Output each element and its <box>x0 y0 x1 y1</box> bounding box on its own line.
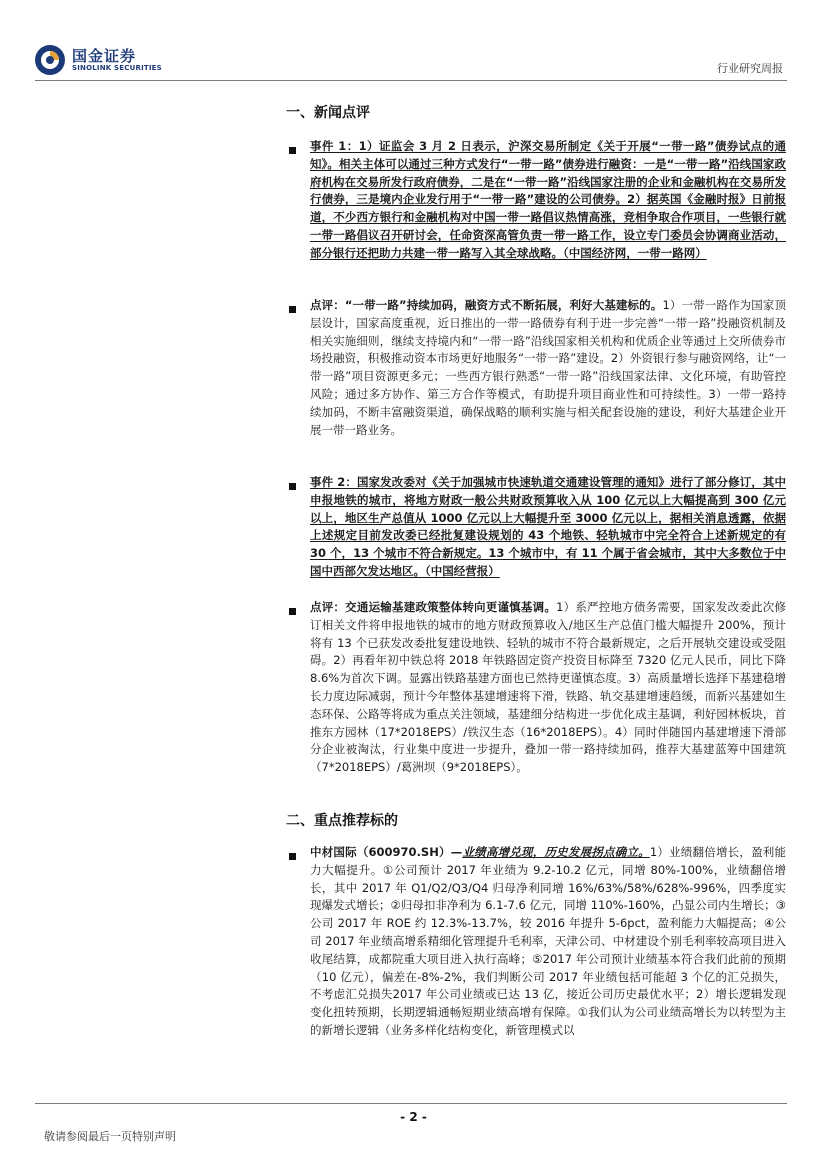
footer-divider <box>35 1103 787 1104</box>
bullet-icon <box>289 853 296 860</box>
comment-2-lead: 点评：交通运输基建政策整体转向更谨慎基调。 <box>310 600 557 614</box>
comment-1-body: 1）一带一路作为国家顶层设计，国家高度重视，近日推出的一带一路债券有利于进一步完善“一带一路”投融资机制及相关实施细则，继续支持境内和“一带一路”沿线国家相关机构和优质企业等通过上交所债券市场投融资，积极推动资本市场更好地服务“一带一路”建设。2）外资银行参与融资网络，让“一带一路”项目资源更多元；一些西方银行熟悉“一带一路”沿线国家法律、文化环境，有助管控风险；通过多方协作、第三方合作等模式，有助提升项目商业性和可持续性。3）一带一路持续加码，不断丰富融资渠道，确保战略的顺利实施与相关配套设施的建设，利好大基建企业开展一带一路业务。 <box>310 298 786 437</box>
pick-1-headline: 业绩高增兑现，历史发展拐点确立。 <box>462 845 650 859</box>
bullet-icon <box>289 483 296 490</box>
header-divider <box>35 80 787 81</box>
section-title-picks: 二、重点推荐标的 <box>286 813 398 829</box>
report-type-label: 行业研究周报 <box>717 62 783 75</box>
page-header <box>0 0 827 82</box>
comment-2-paragraph <box>310 599 786 777</box>
pick-1-body: 1）业绩翻倍增长，盈利能力大幅提升。①公司预计 2017 年业绩为 9.2-10.2 亿元，同增 80%-100%，业绩翻倍增长，其中 2017 年 Q1/Q2/Q3/Q4 归母净利同增 16%/63%/58%/628%-996%，四季度实现爆发式增长；②归母扣非净利为 6.1-7.6 亿元，同增 110%-160%，凸显公司内生增长；③公司 2017 年 ROE 约 12.3%-13.7%，较 2016 年提升 5-6pct，盈利能力大幅提高；④公司 2017 年业绩高增系精细化管理提升毛利率，天津公司、中材建设个别毛利率较高项目进入收尾结算，成都院重大项目进入执行高峰；⑤2017 年公司预计业绩基本符合我们此前的预期（10 亿元），偏差在-8%-2%，我们判断公司 2017 年业绩包括可能超 3 个亿的汇兑损失，不考虑汇兑损失2017 年公司业绩或已达 13 亿，接近公司历史最优水平；2）增长逻辑发现变化扭转预期，长期逻辑通畅短期业绩高增有保障。①我们认为公司业绩高增长为以转型为主的新增长逻辑（业务多样化结构变化，新管理模式以 <box>310 845 786 1037</box>
comment-1-lead: 点评：“一带一路”持续加码，融资方式不断拓展，利好大基建标的。 <box>310 298 663 312</box>
bullet-icon <box>289 147 296 154</box>
disclaimer-note: 敬请参阅最后一页特别声明 <box>44 1130 176 1143</box>
logo-english-name: SINOLINK SECURITIES <box>72 64 162 72</box>
bullet-icon <box>289 608 296 615</box>
logo-mark-icon <box>34 44 66 76</box>
comment-2-body: 1）系严控地方债务需要，国家发改委此次修订相关文件将申报地铁的城市的地方财政预算收入/地区生产总值门槛大幅提升 200%，预计将有 13 个已获发改委批复建设地铁、轻轨的城市不符合最新规定，之后开展轨交建设或受阻碍。2）再看年初中铁总将 2018 年铁路固定资产投资目标降至 7320 亿元人民币，同比下降8.6%为首次下调。显露出铁路基建方面也已然持更谨慎态度。3）高质量增长选择下基建稳增长力度边际减弱，预计今年整体基建增速将下滑，铁路、轨交基建增速趋缓，而新兴基建如生态环保、公路等将成为重点关注领域，基建细分结构进一步优化成主基调，利好园林板块，首推东方园林（17*2018EPS）/铁汉生态（16*2018EPS）。4）同时伴随国内基建增速下滑部分企业被淘汰，行业集中度进一步提升，叠加一带一路持续加码，推荐大基建蓝筹中国建筑（7*2018EPS）/葛洲坝（9*2018EPS）。 <box>310 600 786 775</box>
event-1-text: 事件 1：1）证监会 3 月 2 日表示，沪深交易所制定《关于开展“一带一路”债券试点的通知》。相关主体可以通过三种方式发行“一带一路”债券进行融资：一是“一带一路”沿线国家政府机构在交易所发行政府债券，二是在“一带一路”沿线国家注册的企业和金融机构在交易所发行债券，三是境内企业发行用于“一带一路”建设的公司债券。2）据英国《金融时报》日前报道，不少西方银行和金融机构对中国一带一路倡议热情高涨，竞相争取合作项目，一些银行就一带一路倡议召开研讨会，任命资深高管负责一带一路工作，设立专门委员会协调商业活动，部分银行还把助力共建一带一路写入其全球战略。（中国经济网，一带一路网） <box>310 139 786 260</box>
bullet-icon <box>289 306 296 313</box>
company-logo <box>34 44 194 80</box>
comment-1-paragraph <box>310 297 786 439</box>
event-2-text: 事件 2：国家发改委对《关于加强城市快速轨道交通建设管理的通知》进行了部分修订，其中申报地铁的城市，将地方财政一般公共财政预算收入从 100 亿元以上大幅提高到 300 亿元以上，地区生产总值从 1000 亿元以上大幅提升至 3000 亿元以上，据相关消息透露，依据上述规定目前发改委已经批复建设规划的 43 个地铁、轻轨城市中完全符合上述新规定的有30 个，13 个城市不符合新规定。13 个城市中，有 11 个属于省会城市，其中大多数位于中国中西部欠发达地区。（中国经营报） <box>310 475 786 578</box>
pick-1-company: 中材国际（600970.SH）— <box>310 845 463 859</box>
page-number: - 2 - <box>400 1110 427 1124</box>
pick-1-paragraph <box>310 844 786 1100</box>
logo-chinese-name: 国金证券 <box>72 47 137 65</box>
section-title-news: 一、新闻点评 <box>286 105 370 121</box>
